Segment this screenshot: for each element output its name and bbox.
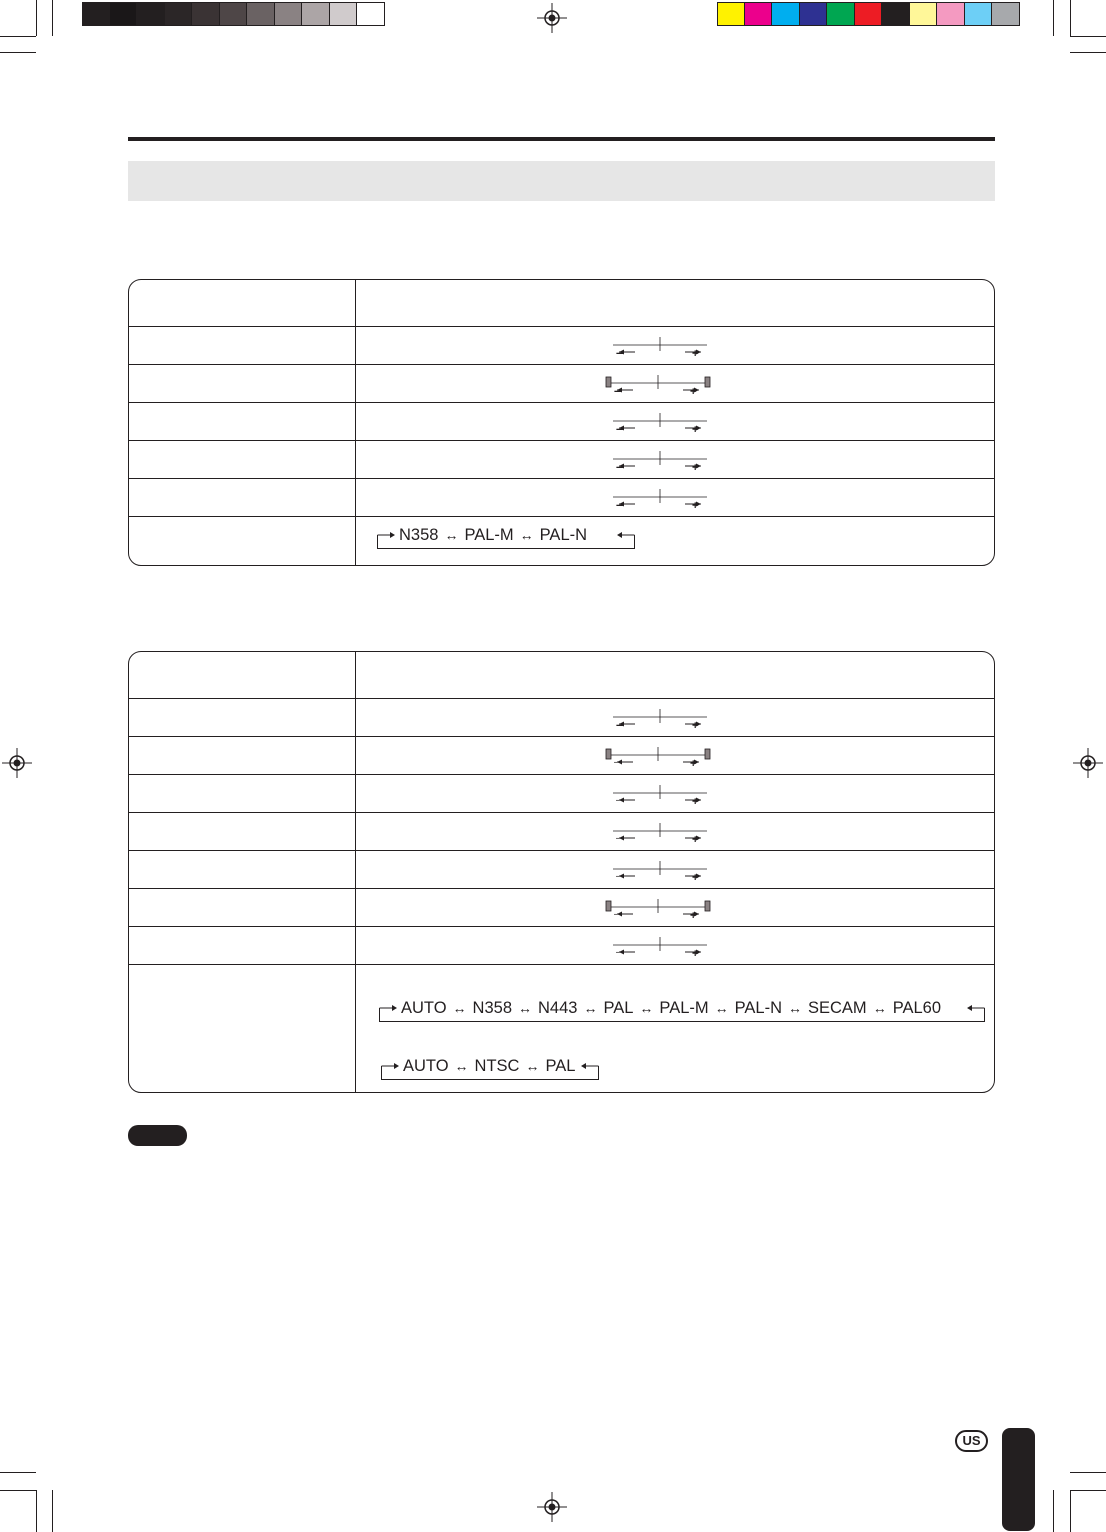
item-cell bbox=[129, 927, 356, 964]
gray-swatch bbox=[275, 2, 303, 26]
registration-mark-bottom bbox=[537, 1492, 567, 1522]
item-cell bbox=[129, 851, 356, 888]
note-badge bbox=[128, 1125, 187, 1146]
item-cell bbox=[129, 479, 356, 516]
crop-mark bbox=[52, 1490, 53, 1532]
plus-label: + bbox=[692, 424, 699, 436]
color-calibration-bar bbox=[717, 2, 1020, 26]
cycle-option: PAL-M bbox=[464, 525, 514, 544]
adjust-slider-icon bbox=[603, 893, 713, 921]
crop-mark bbox=[1070, 36, 1106, 37]
table-row bbox=[129, 888, 994, 926]
registration-mark-right bbox=[1073, 748, 1103, 778]
gray-swatch bbox=[165, 2, 193, 26]
table-row bbox=[129, 774, 994, 812]
bi-arrow-icon: ↔ bbox=[444, 527, 459, 543]
table-row bbox=[129, 850, 994, 888]
adjustment-cell bbox=[356, 280, 994, 326]
minus-label: – bbox=[616, 871, 622, 882]
gray-swatch bbox=[302, 2, 330, 26]
plus-label: + bbox=[692, 872, 699, 884]
crop-mark bbox=[1070, 1490, 1071, 1532]
item-cell bbox=[129, 813, 356, 850]
item-cell bbox=[129, 699, 356, 736]
cycle-option: PAL bbox=[603, 998, 634, 1017]
item-cell bbox=[129, 365, 356, 402]
gray-swatch bbox=[137, 2, 165, 26]
adjustment-cell bbox=[356, 327, 994, 364]
item-cell bbox=[129, 403, 356, 440]
crop-mark bbox=[1070, 0, 1071, 36]
table-row bbox=[129, 364, 994, 402]
cycle-option: PAL bbox=[545, 1056, 576, 1075]
gray-calibration-bar bbox=[82, 2, 385, 26]
table-row bbox=[129, 698, 994, 736]
crop-mark bbox=[36, 1490, 37, 1532]
bi-arrow-icon: ↔ bbox=[452, 1000, 467, 1016]
minus-label: – bbox=[616, 833, 622, 844]
table-row bbox=[129, 440, 994, 478]
plus-label: + bbox=[692, 500, 699, 512]
adjustment-cell bbox=[356, 479, 994, 516]
color-swatch bbox=[855, 2, 883, 26]
adjustment-cell bbox=[356, 517, 994, 566]
color-swatch bbox=[745, 2, 773, 26]
registration-mark-left bbox=[2, 748, 32, 778]
color-system-cycle bbox=[377, 523, 635, 553]
bi-arrow-icon: ↔ bbox=[639, 1000, 654, 1016]
adjust-slider-icon bbox=[605, 331, 715, 359]
color-swatch bbox=[800, 2, 828, 26]
plus-label: + bbox=[690, 758, 697, 770]
side-tab bbox=[1002, 1428, 1035, 1531]
table-row bbox=[129, 926, 994, 964]
plus-label: + bbox=[692, 796, 699, 808]
gray-swatch bbox=[357, 2, 385, 26]
crop-mark bbox=[1053, 0, 1054, 36]
plus-label: + bbox=[690, 910, 697, 922]
adjustment-cell bbox=[356, 652, 994, 698]
item-cell bbox=[129, 965, 356, 1093]
bi-arrow-icon: ↔ bbox=[518, 1000, 532, 1016]
gray-swatch bbox=[192, 2, 220, 26]
adjustment-cell bbox=[356, 441, 994, 478]
cycle-option: N358 bbox=[399, 525, 439, 544]
cycle-option: AUTO bbox=[403, 1056, 449, 1075]
adjustment-cell bbox=[356, 965, 994, 1093]
table-row bbox=[129, 736, 994, 774]
plus-label: + bbox=[692, 348, 699, 360]
table-row bbox=[129, 326, 994, 364]
cycle-option: AUTO bbox=[401, 998, 447, 1017]
adjust-slider-icon bbox=[605, 855, 715, 883]
item-cell bbox=[129, 280, 356, 326]
minus-label: – bbox=[614, 383, 622, 398]
minus-label: – bbox=[616, 497, 624, 512]
bi-arrow-icon: ↔ bbox=[525, 1058, 540, 1074]
item-cell bbox=[129, 889, 356, 926]
adjustment-cell bbox=[356, 851, 994, 888]
color-swatch bbox=[827, 2, 855, 26]
adjust-slider-icon bbox=[605, 779, 715, 807]
bi-arrow-icon: ↔ bbox=[519, 527, 534, 543]
gray-swatch bbox=[82, 2, 110, 26]
color-swatch bbox=[910, 2, 938, 26]
minus-label: – bbox=[616, 459, 624, 474]
table-row bbox=[129, 812, 994, 850]
crop-mark bbox=[36, 0, 37, 36]
table-row bbox=[129, 280, 994, 326]
plus-label: + bbox=[690, 386, 697, 398]
color-swatch bbox=[937, 2, 965, 26]
table-row bbox=[129, 402, 994, 440]
cycle-option: N358 bbox=[472, 998, 512, 1017]
crop-mark bbox=[0, 52, 36, 53]
crop-mark bbox=[52, 0, 53, 36]
adjustment-cell bbox=[356, 927, 994, 964]
item-cell bbox=[129, 775, 356, 812]
table-row bbox=[129, 516, 994, 566]
adjust-slider-icon bbox=[605, 817, 715, 845]
cycle-option: NTSC bbox=[474, 1056, 520, 1075]
cycle-option: PAL-M bbox=[659, 998, 709, 1017]
table-row bbox=[129, 478, 994, 516]
item-cell bbox=[129, 652, 356, 698]
adjust-slider-icon bbox=[603, 741, 713, 769]
crop-mark bbox=[1053, 1490, 1054, 1532]
adjustment-cell bbox=[356, 889, 994, 926]
color-system-cycle-b bbox=[381, 1054, 599, 1084]
region-badge: US bbox=[955, 1430, 988, 1452]
table-row bbox=[129, 964, 994, 1093]
minus-label: – bbox=[616, 947, 622, 958]
plus-label: + bbox=[692, 462, 699, 474]
color-swatch bbox=[965, 2, 993, 26]
registration-mark-top bbox=[537, 3, 567, 33]
item-cell bbox=[129, 327, 356, 364]
adjust-slider-icon bbox=[605, 407, 715, 435]
plus-label: + bbox=[692, 834, 699, 846]
gray-swatch bbox=[220, 2, 248, 26]
adjustment-cell bbox=[356, 365, 994, 402]
title-band bbox=[128, 161, 995, 201]
adjustment-cell bbox=[356, 699, 994, 736]
adjustment-cell bbox=[356, 775, 994, 812]
plus-label: + bbox=[692, 948, 699, 960]
adjust-slider-icon bbox=[605, 445, 715, 473]
item-cell bbox=[129, 737, 356, 774]
adjust-slider-icon bbox=[603, 369, 713, 397]
adjustment-cell bbox=[356, 403, 994, 440]
minus-label: – bbox=[616, 717, 624, 732]
bi-arrow-icon: ↔ bbox=[788, 1000, 802, 1016]
item-cell bbox=[129, 441, 356, 478]
adjustment-table-2 bbox=[128, 651, 995, 1093]
crop-mark bbox=[1070, 1472, 1106, 1473]
color-swatch bbox=[992, 2, 1020, 26]
plus-label: + bbox=[692, 720, 699, 732]
adjust-slider-icon bbox=[605, 703, 715, 731]
minus-label: – bbox=[616, 345, 624, 360]
color-swatch bbox=[882, 2, 910, 26]
crop-mark bbox=[0, 36, 36, 37]
color-swatch bbox=[717, 2, 745, 26]
cycle-option: PAL60 bbox=[892, 998, 942, 1017]
color-swatch bbox=[772, 2, 800, 26]
header-rule bbox=[128, 137, 995, 141]
cycle-option: PAL-N bbox=[539, 525, 588, 544]
adjust-slider-icon bbox=[605, 483, 715, 511]
cycle-option: SECAM bbox=[808, 998, 867, 1017]
minus-label: – bbox=[616, 795, 622, 806]
crop-mark bbox=[1070, 1490, 1106, 1491]
bi-arrow-icon: ↔ bbox=[454, 1058, 469, 1074]
item-cell bbox=[129, 517, 356, 566]
gray-swatch bbox=[110, 2, 138, 26]
adjustment-cell bbox=[356, 737, 994, 774]
gray-swatch bbox=[247, 2, 275, 26]
cycle-option: N443 bbox=[538, 998, 578, 1017]
cycle-option: PAL-N bbox=[734, 998, 782, 1017]
adjustment-cell bbox=[356, 813, 994, 850]
crop-mark bbox=[0, 1490, 36, 1491]
color-system-cycle-a bbox=[379, 996, 985, 1026]
adjustment-table-1 bbox=[128, 279, 995, 566]
adjust-slider-icon bbox=[605, 931, 715, 959]
bi-arrow-icon: ↔ bbox=[583, 1000, 598, 1016]
crop-mark bbox=[1070, 52, 1106, 53]
bi-arrow-icon: ↔ bbox=[714, 1000, 729, 1016]
table-row bbox=[129, 652, 994, 698]
gray-swatch bbox=[330, 2, 358, 26]
crop-mark bbox=[0, 1472, 36, 1473]
bi-arrow-icon: ↔ bbox=[872, 1000, 887, 1016]
minus-label: – bbox=[616, 421, 624, 436]
minus-label: – bbox=[614, 909, 620, 920]
minus-label: – bbox=[614, 757, 620, 768]
